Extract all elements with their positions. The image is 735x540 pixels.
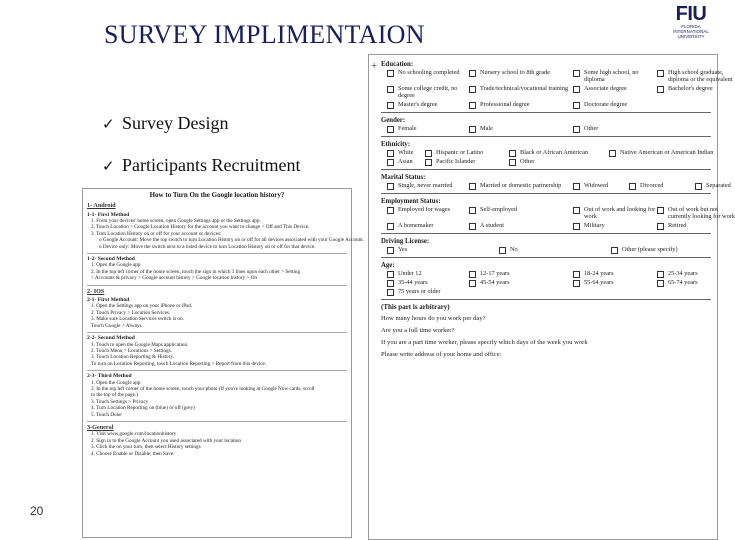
employment-option[interactable]: Retired xyxy=(657,222,735,229)
divider xyxy=(381,136,711,137)
driving-license-label: Driving License: xyxy=(381,238,430,245)
age-label: Age: xyxy=(381,262,395,269)
divider xyxy=(381,112,711,113)
marital-option[interactable]: Divorced xyxy=(629,182,695,189)
ethnicity-option[interactable]: White xyxy=(387,149,425,156)
divider xyxy=(87,370,347,371)
check-icon: ✓ xyxy=(102,117,115,133)
guide-line: 3. Touch Settings > Privacy xyxy=(91,398,149,405)
bullet-survey-design xyxy=(102,113,229,134)
arbitrary-note: (This part is arbitrary) xyxy=(381,303,450,311)
ios-method-3-heading: 2-3- Third Method xyxy=(87,373,132,380)
guide-line: 3. Turn Location History on or off for your account or devices: xyxy=(91,230,222,237)
guide-line: 2. Sign in to the Google Account you used associated with your location xyxy=(91,437,241,444)
employment-option[interactable]: Employed for wages xyxy=(387,206,469,220)
guide-line: 2. In the top left corner of the home screen, touch your photo (If you're looking at Google Now cards, scroll xyxy=(91,385,315,392)
education-option[interactable]: Bachelor's degree xyxy=(657,85,735,99)
guide-line: 1. Open the Settings app on your iPhone or iPad. xyxy=(91,303,193,310)
android-method-2-heading: 1-2- Second Method xyxy=(87,255,135,262)
guide-line: 3. Click the on your turn, then select History settings xyxy=(91,444,201,451)
marital-option[interactable]: Single, never married xyxy=(387,182,469,189)
android-method-1-heading: 1-1- First Method xyxy=(87,211,130,218)
marital-status-label: Marital Status: xyxy=(381,174,426,181)
age-options xyxy=(387,270,711,295)
location-history-guide xyxy=(82,188,364,538)
divider xyxy=(381,169,711,170)
question-full-time: Are you a full time worker? xyxy=(381,327,455,334)
fiu-logo xyxy=(664,4,718,44)
age-option[interactable]: 75 years or older xyxy=(387,288,469,295)
driving-license-options xyxy=(387,246,711,253)
bullet-text: Participants Recruitment xyxy=(122,155,301,175)
age-option[interactable]: Under 12 xyxy=(387,270,469,277)
gender-option[interactable]: Male xyxy=(469,125,573,132)
age-option[interactable]: 45-54 years xyxy=(469,279,573,286)
android-heading: 1- Android xyxy=(87,202,116,209)
education-option[interactable]: Trade/technical/vocational training xyxy=(469,85,573,99)
education-option[interactable]: Doctorate degree xyxy=(573,101,657,108)
divider xyxy=(87,421,347,422)
logo-line-2: INTERNATIONAL xyxy=(673,29,709,34)
ethnicity-option[interactable]: Asian xyxy=(387,158,425,165)
employment-option[interactable]: A homemaker xyxy=(387,222,469,229)
age-option[interactable]: 55-64 years xyxy=(573,279,657,286)
guide-line: > Accounts & privacy > Google account history > Google location history > On xyxy=(91,275,257,282)
bullet-participants-recruitment xyxy=(102,155,300,176)
employment-option[interactable]: Out of work but not currently looking for work xyxy=(657,206,735,220)
employment-option[interactable]: Out of work and looking for work xyxy=(573,206,657,220)
license-option[interactable]: Yes xyxy=(387,246,499,253)
gender-options xyxy=(387,125,711,132)
guide-line: to the top of the page.) xyxy=(91,392,138,399)
marital-status-options xyxy=(387,182,731,189)
gender-label: Gender: xyxy=(381,117,406,124)
bullet-text: Survey Design xyxy=(122,113,229,133)
guide-line: 1. Visit www.google.com/locationhistory xyxy=(91,431,177,438)
education-option[interactable]: Some high school, no diploma xyxy=(573,69,657,83)
education-option[interactable]: Associate degree xyxy=(573,85,657,99)
guide-line: 4. Choose Enable or Disable, then Save. xyxy=(91,450,175,457)
ethnicity-option[interactable]: Hispanic or Latino xyxy=(425,149,509,156)
education-label: Education: xyxy=(381,61,414,68)
gender-option[interactable]: Other xyxy=(573,125,657,132)
education-options xyxy=(387,69,733,108)
divider xyxy=(381,299,711,300)
divider xyxy=(381,193,711,194)
guide-line: o Google Account: Move the top switch to turn Location History on or off for all devices associated with your Google Account. xyxy=(99,237,364,244)
marital-option[interactable]: Married or domestic partnership xyxy=(469,182,573,189)
logo-line-3: UNIVERSITY xyxy=(677,34,705,39)
guide-line: 2. Touch Location > Google Location History for the account you want to change > Off and This Device. xyxy=(91,224,310,231)
guide-line: 2. In the top left corner of the home screen, touch the sign in which 3 lines upon each other > Setting xyxy=(91,268,301,275)
general-heading: 3-General xyxy=(87,423,114,431)
divider xyxy=(381,233,711,234)
move-handle-icon: + xyxy=(371,60,378,72)
slide-number: 20 xyxy=(30,504,44,518)
guide-line: 1. Touch to open the Google Maps application. xyxy=(91,341,189,348)
guide-line: 3. Make sure Location Services switch is on. xyxy=(91,316,184,323)
divider xyxy=(87,253,347,254)
age-option[interactable]: 12-17 years xyxy=(469,270,573,277)
marital-option[interactable]: Widowed xyxy=(573,182,629,189)
question-part-time: If you are a part time worker, please specify which days of the week you work xyxy=(381,339,588,346)
guide-title: How to Turn On the Google location history? xyxy=(149,191,285,199)
divider xyxy=(87,285,347,286)
check-icon: ✓ xyxy=(102,159,115,175)
employment-option[interactable]: Self-employed xyxy=(469,206,573,220)
age-option[interactable]: 25-34 years xyxy=(657,270,735,277)
slide-title: SURVEY IMPLIMENTAION xyxy=(104,20,425,49)
education-option[interactable]: Nursery school to 8th grade xyxy=(469,69,573,83)
education-option[interactable]: Master's degree xyxy=(387,101,469,108)
ethnicity-option[interactable]: Other xyxy=(509,158,609,165)
guide-line: Touch Google > Always. xyxy=(91,322,143,329)
marital-option[interactable]: Separated xyxy=(695,182,735,189)
divider xyxy=(381,257,711,258)
ethnicity-option[interactable]: Native American or American Indian xyxy=(609,149,735,156)
education-option[interactable]: No schooling completed xyxy=(387,69,469,83)
guide-line: 1. Open the Google app xyxy=(91,262,141,269)
guide-line: 1. Open the Google app xyxy=(91,379,141,386)
license-option[interactable]: No xyxy=(499,246,611,253)
guide-line: 3. Touch Location Reporting & History. xyxy=(91,354,174,361)
employment-status-label: Employment Status: xyxy=(381,198,441,205)
divider xyxy=(87,332,347,333)
question-hours: How many hours do you work per day? xyxy=(381,315,486,322)
employment-option[interactable]: A student xyxy=(469,222,573,229)
gender-option[interactable]: Female xyxy=(387,125,469,132)
ethnicity-option[interactable]: Black or African American xyxy=(509,149,609,156)
ios-method-2-heading: 2-2- Second Method xyxy=(87,335,135,342)
guide-line: 4. Turn Location Reporting on (blue) or off (grey) xyxy=(91,405,195,412)
education-option[interactable]: Professional degree xyxy=(469,101,573,108)
education-option[interactable]: Some college credit, no degree xyxy=(387,85,469,99)
license-option[interactable]: Other (please specify) xyxy=(611,246,735,253)
education-option[interactable]: High school graduate, diploma or the equivalent xyxy=(657,69,735,83)
guide-line: 1. From your devices' home screen, open Google Settings app or the Settings app. xyxy=(91,217,261,224)
guide-line: 2. Touch Privacy > Location Services. xyxy=(91,309,171,316)
employment-status-options xyxy=(387,206,735,229)
guide-line: o Device only: Move the switch next to a listed device to turn Location History on or off for that device. xyxy=(99,243,316,250)
ios-heading: 2- IOS xyxy=(87,287,105,295)
employment-option[interactable]: Military xyxy=(573,222,657,229)
guide-line: 5. Touch Done xyxy=(91,411,122,418)
ethnicity-option[interactable]: Pacific Islander xyxy=(425,158,509,165)
age-option[interactable]: 35-44 years xyxy=(387,279,469,286)
age-option[interactable]: 65-74 years xyxy=(657,279,735,286)
guide-line: To turn on Location Reporting, touch Location Reporting > Report from this device. xyxy=(91,360,267,367)
guide-line: 2. Touch Menu > Locations > Settings. xyxy=(91,347,172,354)
ethnicity-label: Ethnicity: xyxy=(381,141,411,148)
age-option[interactable]: 18-24 years xyxy=(573,270,657,277)
question-address: Please write address of your home and office: xyxy=(381,351,502,358)
ethnicity-options xyxy=(387,149,714,165)
logo-mark: FIU xyxy=(675,3,707,25)
logo-line-1: FLORIDA xyxy=(681,24,701,29)
survey-form xyxy=(368,54,735,540)
ios-method-1-heading: 2-1- First Method xyxy=(87,297,130,304)
